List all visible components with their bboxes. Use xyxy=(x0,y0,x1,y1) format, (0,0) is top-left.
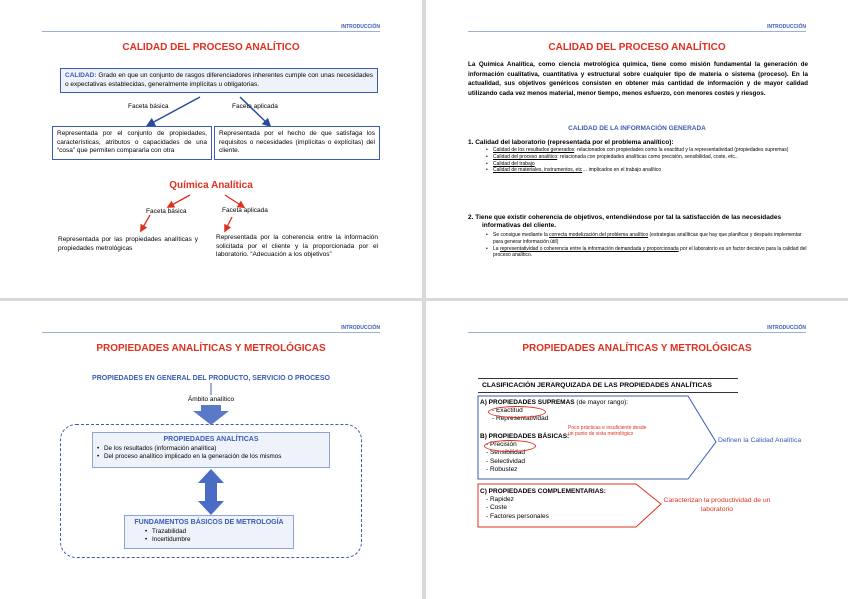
slide-title: CALIDAD DEL PROCESO ANALÍTICO xyxy=(548,42,726,53)
slide-title: PROPIEDADES ANALÍTICAS Y METROLÓGICAS xyxy=(96,343,326,354)
list-item: • Incertidumbre xyxy=(145,536,289,544)
poco-practicas-note: Poco prácticas e insuficiente desde un punto de vista metrológico xyxy=(568,425,647,437)
list-item: - Rapidez xyxy=(486,496,514,504)
section-header: INTRODUCCIÓN xyxy=(341,24,380,30)
coherencia-text: Representada por la coherencia entre la información solicitada por el cliente y la proporcionada por el laboratorio. “Adecuación a los objetivos” xyxy=(216,234,378,258)
calidad-informacion-subtitle: CALIDAD DE LA INFORMACIÓN GENERADA xyxy=(568,125,706,132)
supremas-heading: A) PROPIEDADES SUPREMAS (de mayor rango): xyxy=(480,399,629,406)
list-item: • Calidad de los resultados generados: relacionados con propiedades como la exactitud y la representatividad (propiedades supremas) xyxy=(486,147,808,154)
define-calidad-label: Definen la Calidad Analítica xyxy=(718,437,802,444)
list-item: - Coste xyxy=(486,504,507,512)
section-header: INTRODUCCIÓN xyxy=(767,325,806,331)
arrow-aplicada xyxy=(240,97,268,124)
list-item: • Calidad del proceso analítico: relacionada con propiedades analíticas como precisión, sensibilidad, coste, etc.. xyxy=(486,154,808,161)
exactitud-highlight-ring xyxy=(488,406,546,418)
section-header: INTRODUCCIÓN xyxy=(767,24,806,30)
list-item: • Calidad del trabajo xyxy=(486,161,808,168)
faceta-basica-label-2: Faceta básica xyxy=(146,208,187,215)
fundamentos-metrologia-box xyxy=(124,515,294,549)
basicas-heading: B) PROPIEDADES BÁSICAS: xyxy=(480,433,570,440)
ambito-analitico-label: Ámbito analítico xyxy=(187,396,235,403)
list-item-2 xyxy=(468,214,808,259)
slide-calidad-proceso-1 xyxy=(0,0,422,298)
list-item: - Robustez xyxy=(486,465,518,473)
faceta-aplicada-label-2: Faceta aplicada xyxy=(222,207,268,214)
list-item: • De los resultados (información analítica) xyxy=(97,445,325,453)
arrow-red-basica xyxy=(170,195,190,206)
precision-highlight-ring xyxy=(484,440,536,452)
list-item: - Precisión xyxy=(486,441,517,449)
productividad-label: Caracterizan la productividad de un laboratorio xyxy=(663,497,771,513)
list-item: • Del proceso analítico implicado en la generación de los mismos xyxy=(97,453,325,461)
fb-list xyxy=(145,528,289,544)
propiedades-analiticas-box xyxy=(92,432,330,468)
list-item: - Selectividad xyxy=(486,457,526,465)
intro-paragraph: La Química Analítica, como ciencia metrológica química, tiene como misión fundamental la generación de información cualitativa, cuantitativa y estructural sobre cualquier tipo de materia o sistema (proceso). En la actualidad, sus objetivos genéricos consisten en obtener más cantidad de información y de mayor calidad utilizando cada vez menos material, menor tiempo, menos esfuerzo, con menores costes y riesgos. xyxy=(468,61,808,97)
list-item: • Se consigue mediante la correcta modelización del problema analítico (estrategias analíticas que hay que planificar y después implementar para generar información útil) xyxy=(486,232,808,246)
propiedades-text: Representada por las propiedades analíticas y propiedades metrológicas xyxy=(58,236,198,252)
quimica-analitica-heading: Química Analítica xyxy=(169,180,253,191)
list-item: - Representatividad xyxy=(492,415,549,423)
faceta-aplicada-box: Representada por el hecho de que satisfaga los requisitos o necesidades (implícitas o explícitas) del cliente. xyxy=(214,126,380,160)
calidad-text: Grado en que un conjunto de rasgos diferenciadores inherentes cumple con unas necesidades o expectativas establecidas, generalmente implícitas u obligatorias. xyxy=(65,72,373,88)
item-1-bullets xyxy=(486,147,808,174)
calidad-label: CALIDAD: xyxy=(65,72,97,79)
item-2-heading: 2. Tiene que existir coherencia de objetivos, entendiéndose por tal la satisfacción de las necesidades informativas del cliente. xyxy=(468,214,782,229)
slide-calidad-proceso-2 xyxy=(426,0,848,298)
arrow-basica xyxy=(150,97,200,124)
list-item: - Sensibilidad xyxy=(486,449,526,457)
complementarias-group xyxy=(480,488,670,521)
list-item: • La representatividad o coherencia entre la información demandada y proporcionada por el laboratorio es un factor decisivo para la calidad del proceso analítico. xyxy=(486,246,808,260)
list-item: • Trazabilidad xyxy=(145,528,289,536)
slide-propiedades-2 xyxy=(426,301,848,599)
arrow-red-aplicada xyxy=(225,195,242,206)
item-1-heading: 1. Calidad del laboratorio (representada por el problema analítico): xyxy=(468,139,674,146)
item-2-bullets xyxy=(486,232,808,259)
header-divider xyxy=(468,31,806,32)
complementarias-heading: C) PROPIEDADES COMPLEMENTARIAS: xyxy=(480,488,606,495)
list-item: - Factores personales xyxy=(486,512,549,520)
clasificacion-heading: CLASIFICACIÓN JERARQUIZADA DE LAS PROPIEDADES ANALÍTICAS xyxy=(482,382,712,389)
faceta-basica-box: Representada por el conjunto de propiedades, características, atributos o capacidades de una “cosa” que permiten compararla con otra xyxy=(52,126,212,160)
fb-title: FUNDAMENTOS BÁSICOS DE METROLOGÍA xyxy=(134,519,284,526)
faceta-aplicada-label: Faceta aplicada xyxy=(232,103,278,110)
list-item: • Calidad de materiales, instrumentos, etc… implicados en el trabajo analítico xyxy=(486,167,808,174)
slide-title: CALIDAD DEL PROCESO ANALÍTICO xyxy=(122,42,300,53)
faceta-basica-label: Faceta básica xyxy=(128,103,169,110)
pa-title: PROPIEDADES ANALÍTICAS xyxy=(163,436,259,443)
pa-list xyxy=(97,445,325,461)
arrow-red-right xyxy=(226,217,232,229)
slide-propiedades-1 xyxy=(0,301,422,599)
arrow-red-left xyxy=(142,215,150,229)
section-header: INTRODUCCIÓN xyxy=(341,325,380,331)
slide-title: PROPIEDADES ANALÍTICAS Y METROLÓGICAS xyxy=(522,343,752,354)
list-item: - Exactitud xyxy=(492,407,523,415)
propiedades-general-heading: PROPIEDADES EN GENERAL DEL PRODUCTO, SERVICIO O PROCESO xyxy=(92,375,330,382)
down-arrow-icon xyxy=(193,405,229,425)
list-item-1 xyxy=(468,139,808,174)
